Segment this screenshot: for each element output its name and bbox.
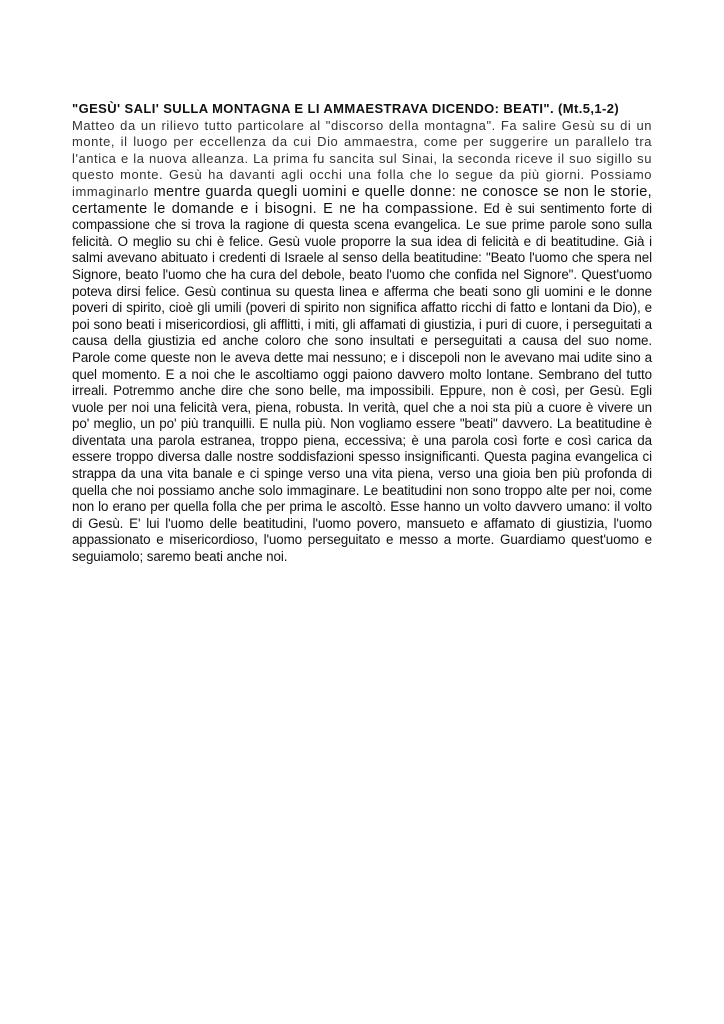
document-title: "GESÙ' SALI' SULLA MONTAGNA E LI AMMAESTRAVA DICENDO: BEATI". (Mt.5,1-2) bbox=[72, 101, 620, 116]
intro-text: Matteo da un rilievo tutto particolare al "discorso della montagna". Fa salire Gesù su di un monte, il luogo per eccellenza da cui Dio ammaestra, come per suggerire un parallelo tra l'antica e la nuova alleanza. La prima fu sancita sul Sinai, la seconda riceve il suo sigillo su questo monte. Gesù ha davanti agli occhi una folla che lo segue da più giorni. Possiamo immaginarlo bbox=[72, 117, 652, 199]
body-text: Ed è sui sentimento forte di compassione che si trova la ragione di questa scena evangelica. Le sue prime parole sono sulla felicità. O meglio su chi è felice. Gesù vuole proporre la sua idea di felicità e di beatitudine. Già i salmi avevano abituato i credenti di Israele al senso della beatitudine: "Beato l'uomo che spera nel Signore, beato l'uomo che ha cura del debole, beato l'uomo che confida nel Signore". Quest'uomo poteva dirsi felice. Gesù continua su questa linea e afferma che beati sono gli uomini e le donne poveri di spirito, cioè gli umili (poveri di spirito non significa affatto ricchi di fatto e lontani da Dio), e poi sono beati i misericordiosi, gli afflitti, i miti, gli affamati di giustizia, i puri di cuore, i perseguitati a causa della giustizia ed anche coloro che sono insultati e perseguitati a causa del suo nome. Parole come queste non le aveva dette mai nessuno; e i discepoli non le avevano mai udite sino a quel momento. E a noi che le ascoltiamo oggi paiono davvero molto lontane. Sembrano del tutto irreali. Potremmo anche dire che sono belle, ma impossibili. Eppure, non è così, per Gesù. Egli vuole per noi una felicità vera, piena, robusta. In verità, quel che a noi sta più a cuore è vivere un po' meglio, un po' più tranquilli. E nulla più. Non vogliamo essere "beati" davvero. La beatitudine è diventata una parola estranea, troppo piena, eccessiva; è una parola così forte e così carica da essere troppo diversa dalle nostre soddisfazioni spesso insignificanti. Questa pagina evangelica ci strappa da una vita banale e ci spinge verso una vita piena, verso una gioia ben più profonda di quella che noi possiamo anche solo immaginare. Le beatitudini non sono troppo alte per noi, come non lo erano per quella folla che per prima le ascoltò. Esse hanno un volto davvero umano: il volto di Gesù. E' lui l'uomo delle beatitudini, l'uomo povero, mansueto e affamato di giustizia, l'uomo appassionato e misericordioso, l'uomo perseguitato e messo a morte. Guardiamo quest'uomo e seguiamolo; saremo beati anche noi. bbox=[72, 200, 652, 565]
document-text bbox=[72, 101, 652, 566]
document-paragraph bbox=[72, 118, 652, 566]
highlight-text: mentre guarda quegli uomini e quelle donne: ne conosce se non le storie, certamente le domande e i bisogni. E ne ha compassione. bbox=[72, 183, 652, 217]
